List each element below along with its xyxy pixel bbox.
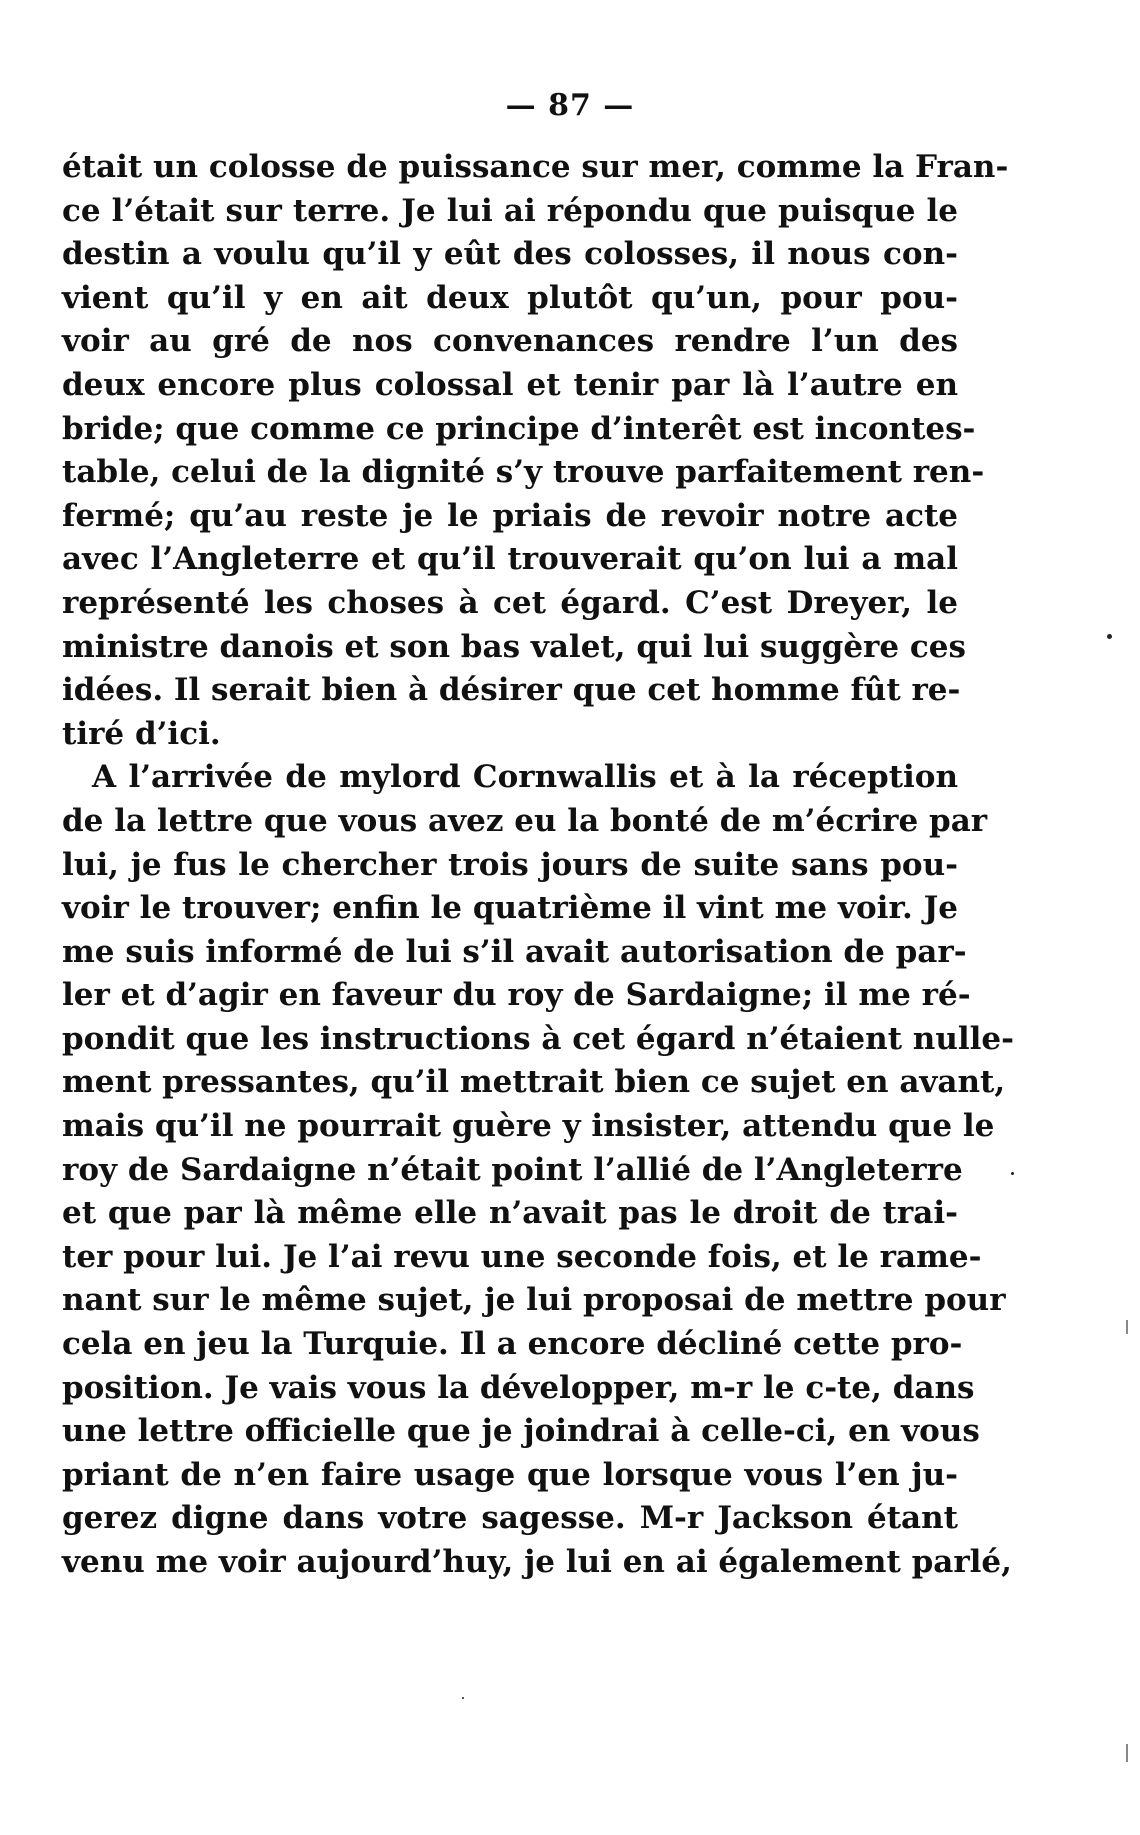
text-line: nant sur le même sujet, je lui proposai de mettre pour: [62, 1282, 1006, 1319]
paragraph-2: [62, 756, 1015, 1584]
text-line: priant de n’en faire usage que lorsque vous l’en ju-: [62, 1456, 958, 1493]
text-body: [62, 146, 1015, 1585]
text-line: ministre danois et son bas valet, qui lui suggère ces: [62, 628, 966, 665]
text-line: pondit que les instructions à cet égard n’étaient nulle-: [62, 1020, 1015, 1057]
text-line: me suis informé de lui s’il avait autorisation de par-: [62, 933, 967, 970]
text-line: gerez digne dans votre sagesse. M-r Jackson étant: [62, 1500, 958, 1537]
text-line: de la lettre que vous avez eu la bonté de m’écrire par: [62, 802, 988, 839]
scan-speck: [462, 1697, 464, 1699]
text-line: bride; que comme ce principe d’interêt est incontes-: [62, 410, 976, 447]
text-line: table, celui de la dignité s’y trouve parfaitement ren-: [62, 454, 985, 491]
text-line: venu me voir aujourd’huy, je lui en ai également parlé,: [62, 1544, 1012, 1580]
text-line: fermé; qu’au reste je le priais de revoir notre acte: [62, 497, 958, 534]
text-line: avec l’Angleterre et qu’il trouverait qu’on lui a mal: [62, 541, 958, 578]
text-line: position. Je vais vous la développer, m-r le c-te, dans: [62, 1369, 975, 1406]
scan-edge-mark: [1126, 1744, 1128, 1762]
text-line: représenté les choses à cet égard. C’est Dreyer, le: [62, 584, 958, 621]
text-line: mais qu’il ne pourrait guère y insister, attendu que le: [62, 1108, 995, 1145]
scan-edge-mark: [1126, 1320, 1128, 1334]
text-line: tiré d’ici.: [62, 715, 221, 752]
text-line: voir le trouver; enfin le quatrième il vint me voir. Je: [62, 890, 958, 927]
text-line: A l’arrivée de mylord Cornwallis et à la réception: [92, 759, 958, 796]
text-line: et que par là même elle n’avait pas le droit de trai-: [62, 1195, 958, 1232]
scan-speck: [1107, 634, 1112, 639]
text-line: destin a voulu qu’il y eût des colosses, il nous con-: [62, 236, 958, 273]
text-line: cela en jeu la Turquie. Il a encore décliné cette pro-: [62, 1326, 963, 1363]
text-line: ler et d’agir en faveur du roy de Sardaigne; il me ré-: [62, 977, 971, 1014]
text-line: ce l’était sur terre. Je lui ai répondu que puisque le: [62, 192, 958, 229]
text-line: ment pressantes, qu’il mettrait bien ce sujet en avant,: [62, 1064, 1006, 1101]
text-line: ter pour lui. Je l’ai revu une seconde fois, et le rame-: [62, 1238, 982, 1275]
scan-speck: [1011, 1172, 1014, 1175]
text-line: idées. Il serait bien à désirer que cet homme fût re-: [62, 672, 961, 709]
page-number: — 87 —: [505, 88, 635, 123]
text-line: voir au gré de nos convenances rendre l’un des: [62, 323, 958, 360]
text-line: deux encore plus colossal et tenir par là l’autre en: [62, 366, 958, 403]
text-line: une lettre officielle que je joindrai à celle-ci, en vous: [62, 1413, 980, 1450]
text-line: vient qu’il y en ait deux plutôt qu’un, pour pou-: [62, 279, 958, 316]
text-line: roy de Sardaigne n’était point l’allié de l’Angleterre: [62, 1151, 963, 1188]
paragraph-1: [62, 146, 1009, 756]
text-line: était un colosse de puissance sur mer, comme la Fran-: [62, 149, 1009, 185]
text-line: lui, je fus le chercher trois jours de suite sans pou-: [62, 846, 958, 883]
